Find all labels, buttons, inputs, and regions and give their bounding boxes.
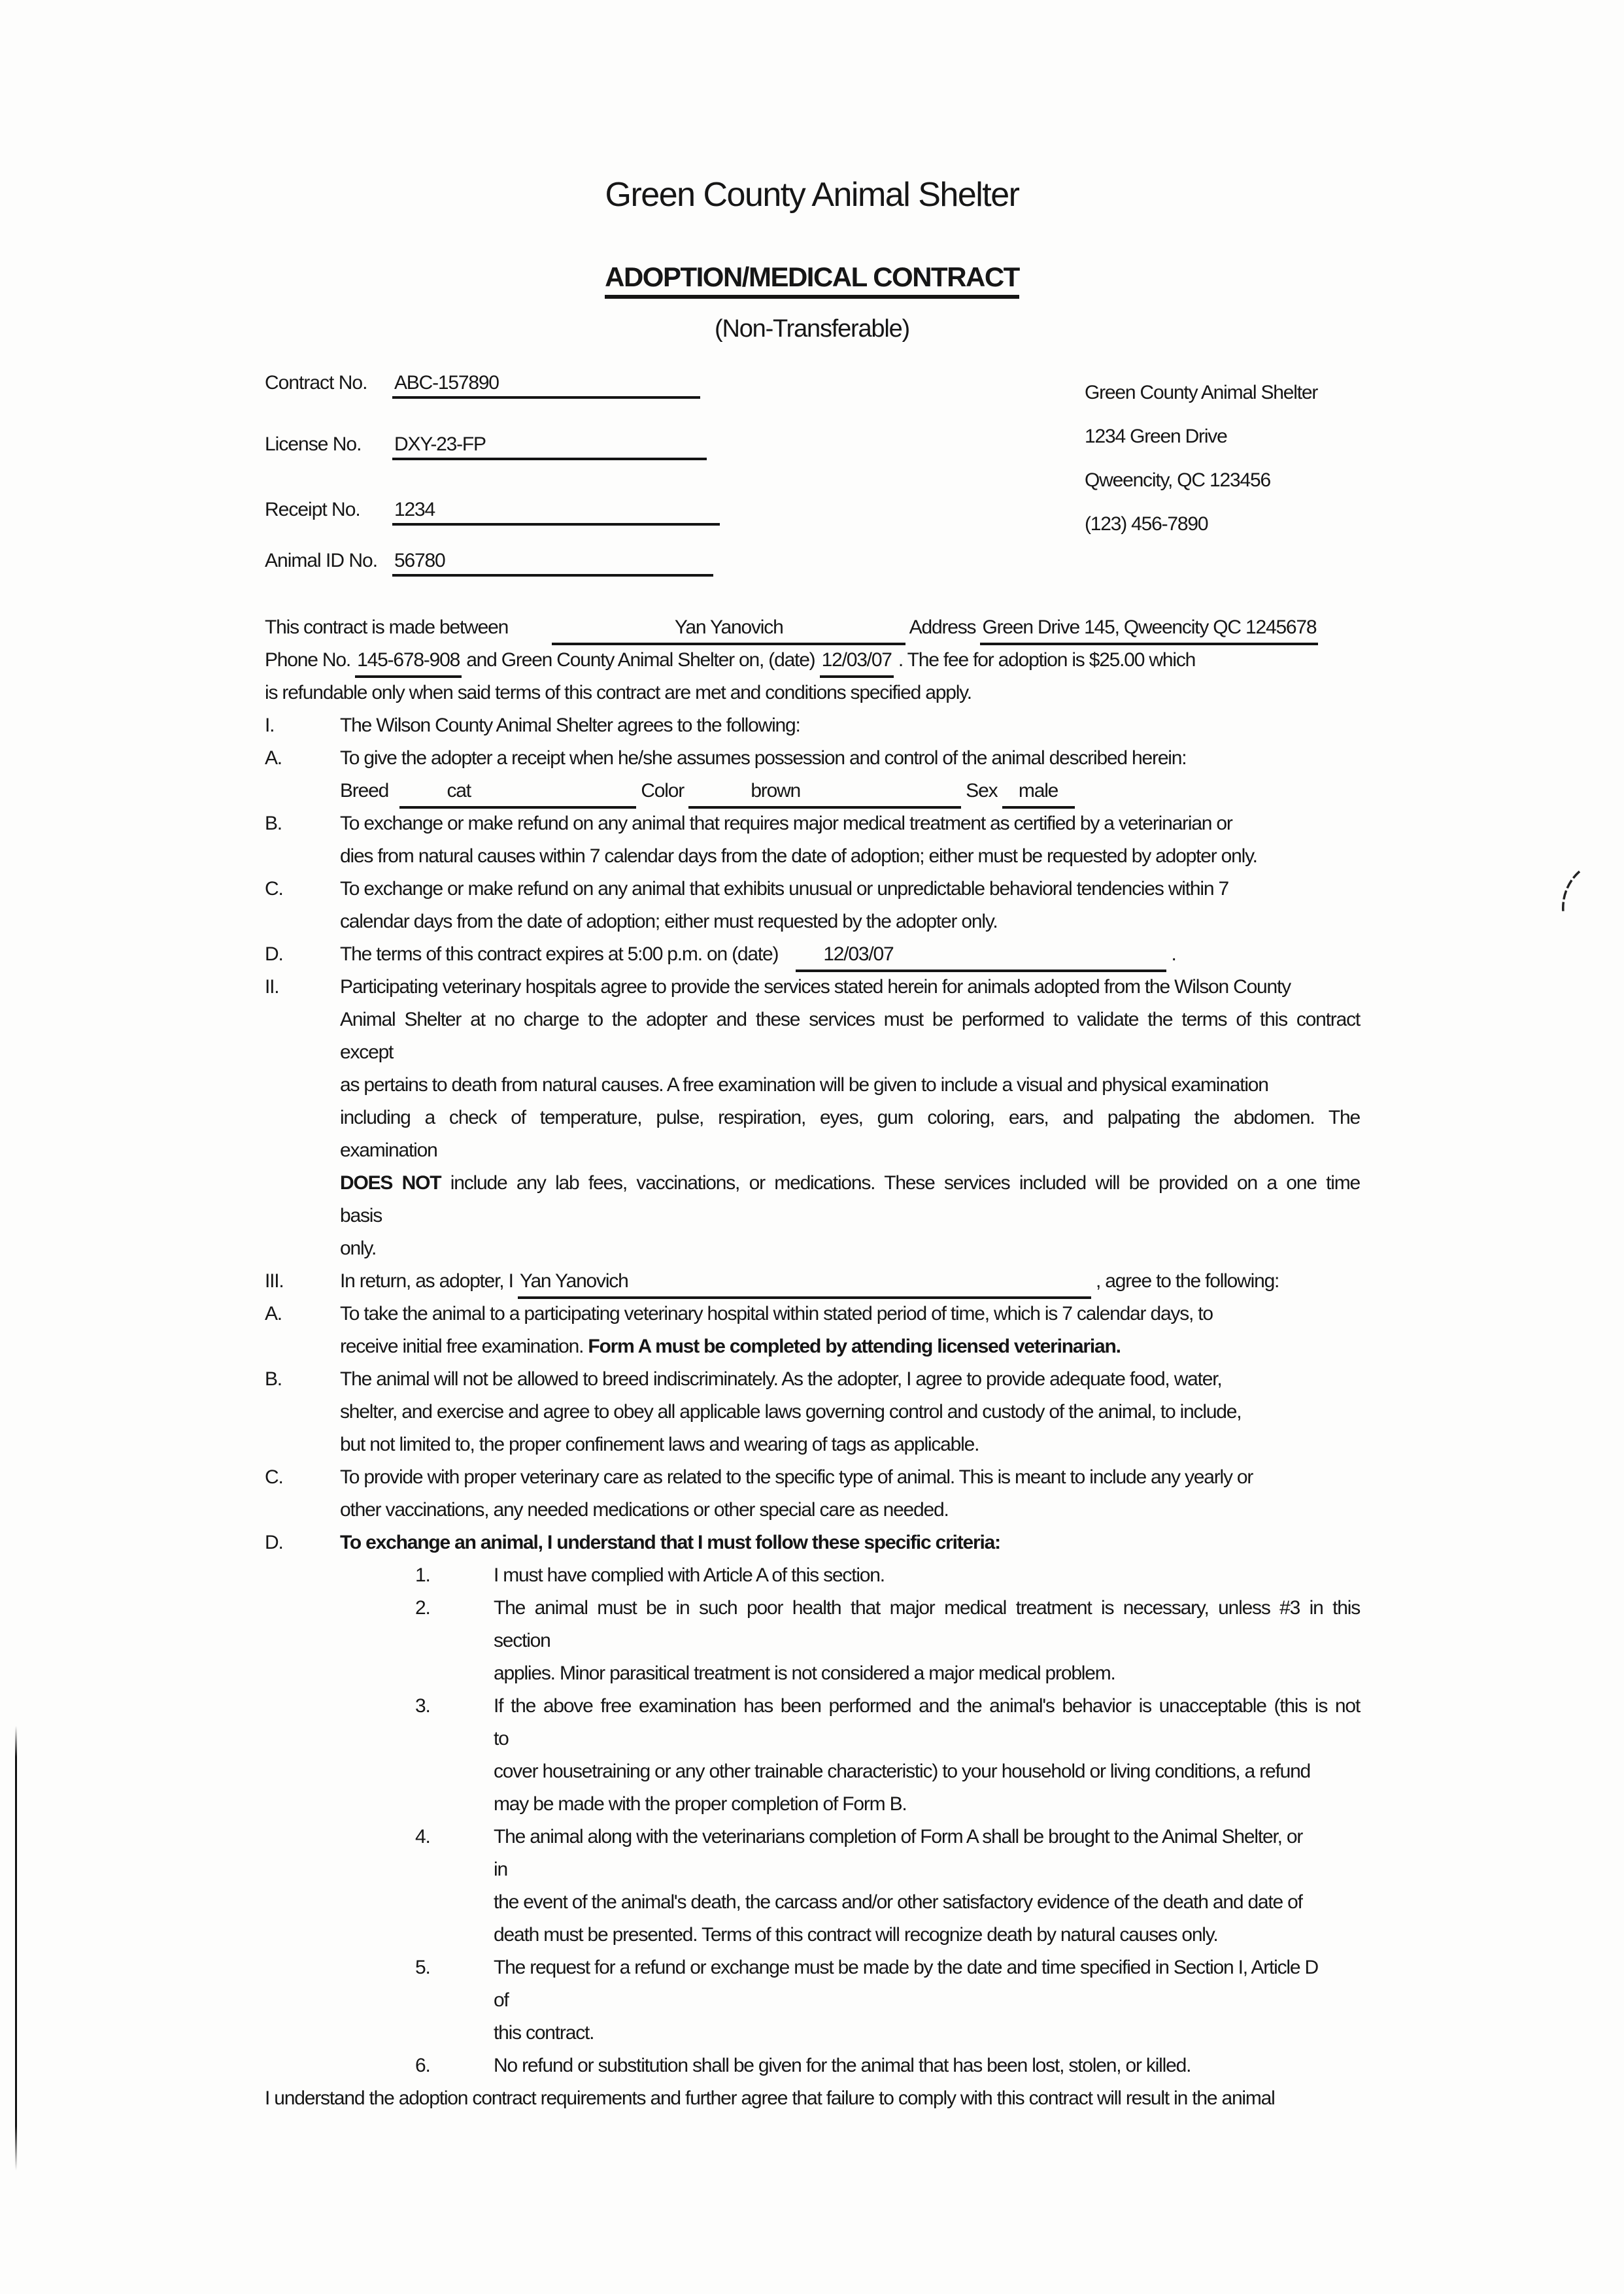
text-run: shelter, and exercise and agree to obey all applicable laws governing control and custody of the animal, to include, [340,1401,1242,1423]
item-label: C. [265,1466,283,1488]
text-run: the event of the animal's death, the carcass and/or other satisfactory evidence of the death and date of [494,1891,1302,1913]
text-run: . [1166,943,1176,965]
item-label: 5. [415,1957,430,1978]
meta-label: Receipt No. [265,499,360,520]
text-run: The animal must be in such poor health that major medical treatment is necessary, unless #3 in this [494,1597,1360,1619]
scan-artifact-mark [1556,868,1583,915]
contract-line [0,1592,1360,1625]
item-label: B. [265,813,282,834]
shelter-address-line: 1234 Green Drive [1085,426,1227,447]
contract-line [0,1461,1624,1494]
contract-line [0,1265,1624,1298]
text-run: This contract is made between [265,616,513,638]
item-label: II. [265,976,279,998]
text-run: but not limited to, the proper confinement laws and wearing of tags as applicable. [340,1434,979,1455]
text-run: as pertains to death from natural causes. A free examination will be given to include a visual and physical examination [340,1074,1268,1096]
fillin-value: 145-678-908 [355,645,462,678]
contract-line [0,1069,1624,1102]
contract-line [0,2017,1624,2049]
item-label: I. [265,715,275,736]
text-run: I understand the adoption contract requirements and further agree that failure to comply with this contract will result in the animal [265,2087,1275,2109]
text-run: Phone No. [265,649,356,671]
contract-line [0,1004,1360,1036]
text-run: cover housetraining or any other trainable characteristic) to your household or living conditions, a refund [494,1761,1311,1782]
meta-value: ABC-157890 [392,371,700,399]
contract-line [0,971,1624,1004]
meta-label: License No. [265,433,362,455]
text-run: I must have complied with Article A of this section. [494,1564,885,1586]
fillin-value: Yan Yanovich [518,1266,816,1299]
text-run: To exchange or make refund on any animal that exhibits unusual or unpredictable behavioral tendencies within 7 [340,878,1228,900]
text-run: and Green County Animal Shelter on, (date) [462,649,820,671]
contract-line [0,1625,1624,1657]
contract-line [0,1690,1360,1723]
item-label: 6. [415,2055,430,2076]
text-run: In return, as adopter, I [340,1270,518,1292]
meta-row [265,497,720,526]
contract-line [0,938,1624,971]
bold-text-run: To exchange an animal, I understand that I must follow these specific criteria: [340,1532,1000,1553]
contract-line [0,1559,1624,1592]
contract-line [0,1853,1624,1886]
text-run: . The fee for adoption is $25.00 which [893,649,1196,671]
contract-line [0,1167,1360,1200]
meta-value: DXY-23-FP [392,432,707,460]
text-run: examination [340,1139,437,1161]
item-label: 1. [415,1564,430,1586]
meta-label: Animal ID No. [265,550,378,571]
fillin-blank [816,1266,1091,1299]
item-label: 4. [415,1826,430,1847]
meta-label: Contract No. [265,372,367,394]
text-run: If the above free examination has been performed and the animal's behavior is unacceptable (this is not [494,1695,1360,1717]
text-run: to [494,1728,509,1749]
text-run: The request for a refund or exchange must be made by the date and time specified in Section I, Article D [494,1957,1318,1978]
text-run: Breed [340,780,394,801]
meta-row [265,431,707,460]
contract-line [0,1951,1624,1984]
fillin-value: 12/03/07 [820,645,894,678]
contract-line [0,1102,1360,1134]
contract-line [0,1527,1624,1559]
shelter-address-line: (123) 456-7890 [1085,513,1208,535]
text-run: Sex [961,780,1002,801]
text-run: other vaccinations, any needed medications or other special care as needed. [340,1499,949,1521]
meta-row [265,370,700,399]
contract-line [0,1298,1624,1330]
fillin-blank [518,776,636,809]
text-run: is refundable only when said terms of this contract are met and conditions specified apply. [265,682,972,703]
contract-line [0,709,1624,742]
text-run: Address [905,616,981,638]
contract-line [0,1821,1624,1853]
contract-line [0,1788,1624,1821]
shelter-address-block [1085,382,1317,557]
contract-line [0,1657,1624,1690]
item-label: D. [265,1532,283,1553]
text-run: To give the adopter a receipt when he/she assumes possession and control of the animal described herein: [340,747,1187,769]
text-run: of [494,1989,509,2011]
fillin-value: cat [399,776,518,809]
contract-line [0,807,1624,840]
text-run: Participating veterinary hospitals agree to provide the services stated herein for animals adopted from the Wilson County [340,976,1291,998]
fillin-value: Yan Yanovich [552,613,905,645]
text-run: The animal will not be allowed to breed indiscriminately. As the adopter, I agree to provide adequate food, water, [340,1368,1222,1390]
contract-title-wrap [0,261,1624,293]
contract-line [0,742,1624,775]
contract-line [0,1134,1624,1167]
text-run: section [494,1630,550,1651]
contract-line [0,840,1624,873]
contract-line [0,905,1624,938]
text-run: The terms of this contract expires at 5:00 p.m. on (date) [340,943,783,965]
bold-text-run: DOES NOT [340,1172,441,1194]
contract-line [0,1886,1624,1919]
text-run: basis [340,1205,382,1226]
fillin-value: male [1002,776,1075,809]
fillin-value: 12/03/07 [796,939,921,972]
text-run: To provide with proper veterinary care as related to the specific type of animal. This is meant to include any yearly or [340,1466,1253,1488]
item-label: C. [265,878,283,900]
meta-value: 56780 [392,548,713,577]
contract-line [0,644,1624,677]
shelter-address-line: Green County Animal Shelter [1085,382,1318,403]
text-run: death must be presented. Terms of this contract will recognize death by natural causes only. [494,1924,1218,1946]
text-run: , agree to the following: [1091,1270,1279,1292]
contract-line [0,1494,1624,1527]
item-label: 3. [415,1695,430,1717]
contract-line [0,1330,1624,1363]
contract-line [0,1723,1624,1755]
contract-line [0,2082,1624,2115]
fillin-blank [862,776,961,809]
text-run: receive initial free examination. [340,1336,588,1357]
organization-title: Green County Animal Shelter [605,176,1019,214]
contract-body [0,611,1624,2115]
contract-line [0,775,1624,807]
contract-line [0,2049,1624,2082]
contract-line [0,1919,1624,1951]
text-run: only. [340,1238,377,1259]
contract-line [0,677,1624,709]
meta-row [265,548,713,577]
non-transferable-note: (Non-Transferable) [715,315,909,343]
text-run: The Wilson County Animal Shelter agrees to the following: [340,715,800,736]
text-run: in [494,1859,507,1880]
text-run: Color [636,780,689,801]
meta-value: 1234 [392,498,720,526]
contract-line [0,1428,1624,1461]
contract-line [0,1036,1624,1069]
contract-line [0,1755,1624,1788]
contract-line [0,611,1624,644]
fillin-value: Green Drive 145, Qweencity QC 1245678 [980,613,1318,645]
fillin-blank [921,939,1166,972]
item-label: III. [265,1270,284,1292]
item-label: B. [265,1368,282,1390]
bold-text-run: Form A must be completed by attending licensed veterinarian. [588,1336,1121,1357]
text-run: including a check of temperature, pulse, respiration, eyes, gum coloring, ears, and palpating the abdomen. The [340,1107,1360,1128]
text-run: Animal Shelter at no charge to the adopter and these services must be performed to validate the terms of this contract [340,1009,1360,1030]
contract-line [0,1363,1624,1396]
text-run: dies from natural causes within 7 calendar days from the date of adoption; either must be requested by adopter only. [340,845,1257,867]
item-label: A. [265,1303,282,1324]
text-run: applies. Minor parasitical treatment is not considered a major medical problem. [494,1662,1115,1684]
text-run: include any lab fees, vaccinations, or medications. These services included will be provided on a one time [441,1172,1360,1194]
text-run: this contract. [494,2022,594,2044]
contract-line [0,1396,1624,1428]
contract-line [0,1984,1624,2017]
contract-title: ADOPTION/MEDICAL CONTRACT [605,261,1019,299]
shelter-address-line: Qweencity, QC 123456 [1085,469,1270,491]
text-run: The animal along with the veterinarians completion of Form A shall be brought to the Animal Shelter, or [494,1826,1303,1847]
item-label: A. [265,747,282,769]
text-run: except [340,1041,394,1063]
scan-artifact-vertical-line [15,1726,17,2170]
text-run: To exchange or make refund on any animal that requires major medical treatment as certified by a veterinarian or [340,813,1232,834]
contract-line [0,873,1624,905]
text-run: may be made with the proper completion of Form B. [494,1793,907,1815]
item-label: D. [265,943,283,965]
text-run: No refund or substitution shall be given for the animal that has been lost, stolen, or killed. [494,2055,1191,2076]
contract-line [0,1200,1624,1232]
fillin-value: brown [688,776,862,809]
contract-line [0,1232,1624,1265]
text-run: calendar days from the date of adoption; either must requested by the adopter only. [340,911,998,932]
text-run: To take the animal to a participating veterinary hospital within stated period of time, which is 7 calendar days, to [340,1303,1213,1324]
item-label: 2. [415,1597,430,1619]
